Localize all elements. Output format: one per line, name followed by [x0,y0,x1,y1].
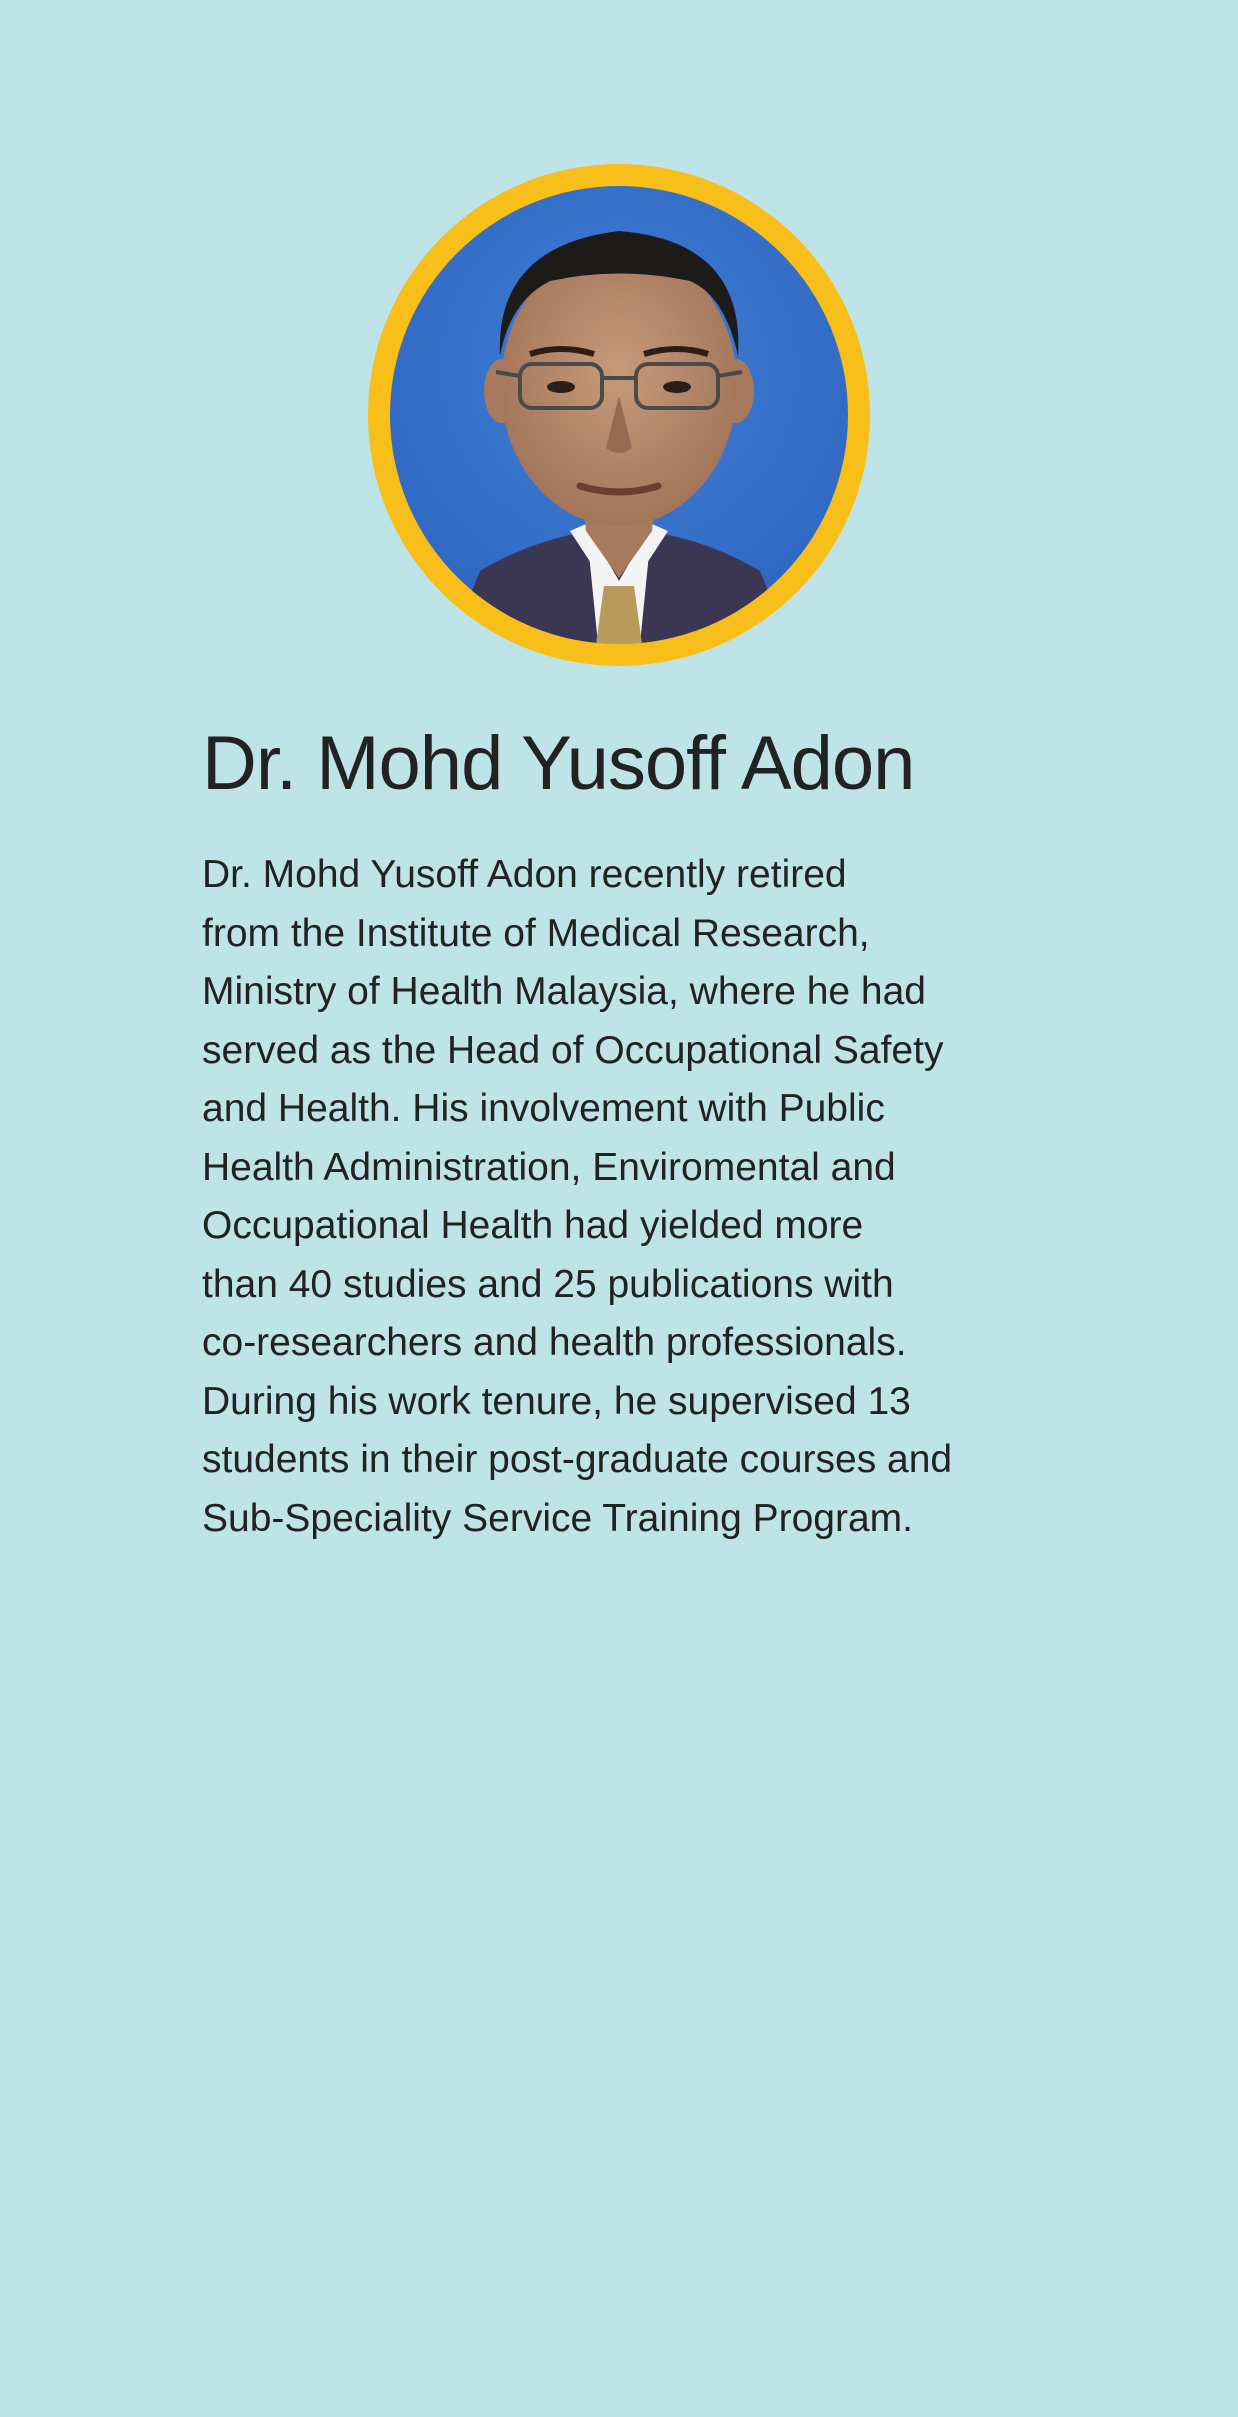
bio-line: co-researchers and health professionals. [202,1321,907,1364]
bio-line: from the Institute of Medical Research, [202,911,870,955]
bio-line: and Health. His involvement with Public [202,1087,885,1130]
bio-line: students in their post-graduate courses and [202,1438,953,1481]
bio-line: than 40 studies and 25 publications with [202,1262,894,1306]
portrait-frame [368,164,870,666]
bio-line: Ministry of Health Malaysia, where he had [202,970,926,1013]
bio-line: During his work tenure, he supervised 13 [202,1379,911,1423]
bio-line: Health Administration, Enviromental and [202,1145,896,1189]
page-title: Dr. Mohd Yusoff Adon [202,721,915,806]
bio-line: served as the Head of Occupational Safety [202,1028,944,1072]
bio-paragraph [202,846,1082,1548]
bio-line: Occupational Health had yielded more [202,1204,864,1247]
portrait-photo-icon [390,186,848,644]
bio-line: Sub-Speciality Service Training Program. [202,1496,913,1540]
bio-line: Dr. Mohd Yusoff Adon recently retired [202,853,847,896]
